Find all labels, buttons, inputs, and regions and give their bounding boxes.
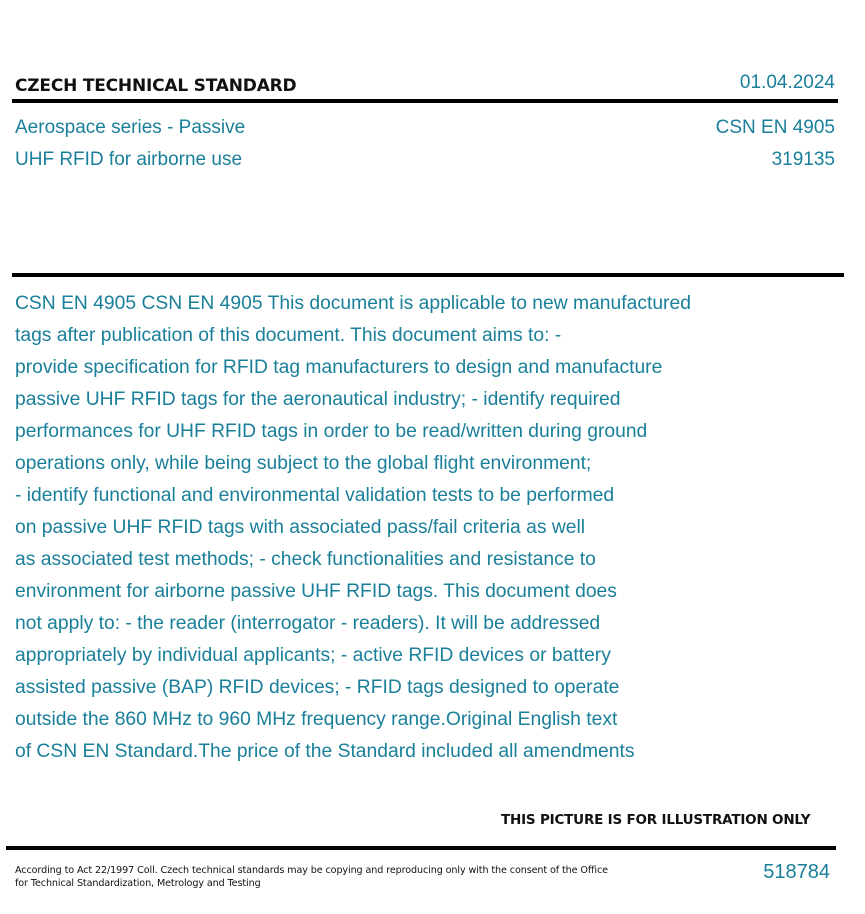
standard-title-line-1: Aerospace series - Passive [15, 117, 246, 138]
abstract-line: tags after publication of this document. This document aims to: - [15, 325, 562, 346]
standard-type-label: CZECH TECHNICAL STANDARD [15, 76, 297, 96]
abstract-line: provide specification for RFID tag manufacturers to design and manufacture [15, 357, 663, 378]
standard-code: CSN EN 4905 [715, 117, 835, 138]
publication-date: 01.04.2024 [739, 72, 835, 93]
abstract-line: on passive UHF RFID tags with associated pass/fail criteria as well [15, 517, 586, 538]
catalog-number: 319135 [771, 149, 835, 170]
abstract-line: as associated test methods; - check functionalities and resistance to [15, 549, 596, 570]
legal-notice [15, 864, 615, 890]
abstract-line: of CSN EN Standard.The price of the Standard included all amendments [15, 741, 635, 762]
abstract-line: performances for UHF RFID tags in order to be read/written during ground [15, 421, 648, 442]
legal-notice-line: for Technical Standardization, Metrology and Testing [15, 878, 261, 889]
document-id-number: 518784 [763, 861, 830, 883]
legal-notice-line: According to Act 22/1997 Coll. Czech technical standards may be copying and reproducing only with the consent of the Office [15, 865, 608, 876]
header-rule [12, 99, 838, 103]
abstract-line: operations only, while being subject to the global flight environment; [15, 453, 592, 474]
abstract-line: environment for airborne passive UHF RFID tags. This document does [15, 581, 617, 602]
abstract-line: not apply to: - the reader (interrogator - readers). It will be addressed [15, 613, 601, 634]
illustration-disclaimer: THIS PICTURE IS FOR ILLUSTRATION ONLY [501, 812, 811, 828]
abstract-line: outside the 860 MHz to 960 MHz frequency range.Original English text [15, 709, 618, 730]
abstract-line: - identify functional and environmental validation tests to be performed [15, 485, 615, 506]
document-abstract [15, 288, 815, 768]
abstract-line: passive UHF RFID tags for the aeronautical industry; - identify required [15, 389, 621, 410]
title-rule [12, 273, 844, 277]
abstract-line: CSN EN 4905 CSN EN 4905 This document is applicable to new manufactured [15, 293, 691, 314]
footer-rule [6, 846, 836, 850]
abstract-line: assisted passive (BAP) RFID devices; - RFID tags designed to operate [15, 677, 620, 698]
abstract-line: appropriately by individual applicants; - active RFID devices or battery [15, 645, 611, 666]
standard-title-line-2: UHF RFID for airborne use [15, 149, 243, 170]
